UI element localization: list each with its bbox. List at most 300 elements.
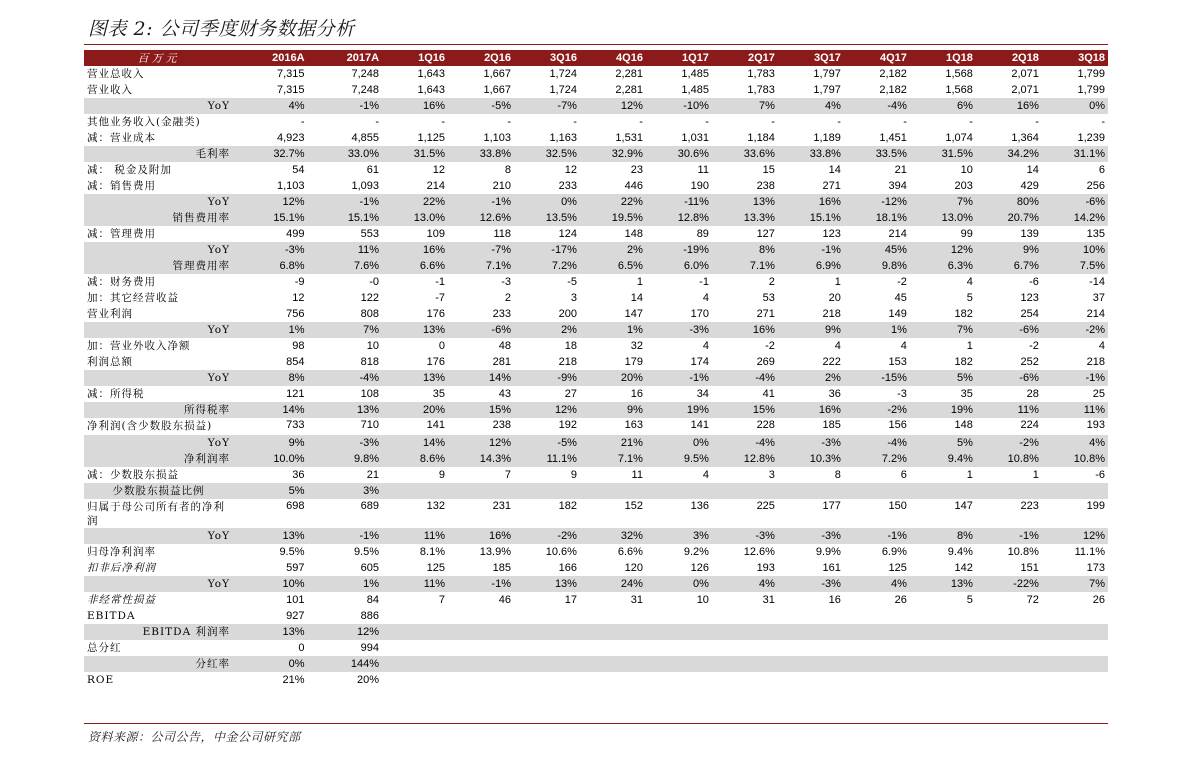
table-cell: 9	[438, 468, 445, 481]
table-cell: 15.1%	[233, 210, 308, 226]
row-label: YoY	[84, 528, 233, 544]
table-cell: -2	[1029, 339, 1039, 352]
table-cell: 1,093	[351, 179, 380, 192]
table-cell: 0	[298, 641, 305, 654]
table-cell: -22%	[976, 576, 1042, 592]
table-cell: 238	[756, 179, 775, 192]
table-cell: 446	[624, 179, 643, 192]
table-cell	[646, 483, 712, 499]
table-cell: 233	[558, 179, 577, 192]
table-cell: -4%	[308, 370, 383, 386]
row-label: 减：少数股东损益	[87, 468, 179, 481]
table-cell: 6.5%	[580, 258, 646, 274]
table-cell: 12%	[514, 402, 580, 418]
table-cell: -4%	[844, 98, 910, 114]
header-unit-label: 百万元	[84, 50, 233, 66]
table-cell: 12	[432, 163, 445, 176]
table-cell: 135	[1086, 227, 1105, 240]
table-cell: 10	[696, 593, 709, 606]
table-cell: 256	[1086, 179, 1105, 192]
table-cell: 19.5%	[580, 210, 646, 226]
table-cell: 2%	[514, 322, 580, 338]
table-cell: 11%	[976, 402, 1042, 418]
table-cell: -	[375, 115, 380, 128]
column-header: 3Q17	[778, 50, 844, 66]
table-cell: 13%	[233, 528, 308, 544]
table-cell: 8	[504, 163, 511, 176]
table-cell: 8	[834, 468, 841, 481]
table-cell: -1%	[1042, 370, 1108, 386]
table-cell	[646, 624, 712, 640]
table-cell	[910, 624, 976, 640]
table-cell: -	[441, 115, 445, 128]
table-cell: 173	[1086, 561, 1105, 574]
table-cell: 269	[756, 355, 775, 368]
table-cell: 170	[690, 307, 709, 320]
table-cell: 3%	[308, 483, 383, 499]
row-label: 利润总额	[87, 355, 133, 368]
table-cell: 1,485	[681, 83, 709, 96]
table-row	[84, 66, 1108, 82]
table-cell: -1	[435, 275, 445, 288]
row-label: EBITDA 利润率	[84, 624, 233, 640]
table-cell: 12.6%	[743, 545, 775, 558]
table-cell: -2%	[976, 435, 1042, 451]
table-cell: 1	[966, 468, 973, 481]
row-label: 净利润(含少数股东损益)	[87, 420, 213, 432]
table-cell: -2	[765, 339, 775, 352]
table-cell: 13.0%	[910, 210, 976, 226]
table-cell: 9.4%	[910, 451, 976, 467]
table-cell: 281	[492, 355, 511, 368]
table-cell: -	[771, 115, 775, 128]
table-row	[84, 624, 1108, 640]
table-cell	[580, 608, 646, 624]
table-cell: -2	[897, 275, 907, 288]
table-cell	[844, 483, 910, 499]
table-cell: 17	[564, 593, 577, 606]
table-cell: 597	[286, 561, 305, 574]
table-cell: 28	[1026, 387, 1039, 400]
table-cell: 818	[360, 355, 380, 368]
table-cell: 89	[696, 227, 709, 240]
table-cell: 1	[834, 275, 841, 288]
table-cell: 4%	[1042, 435, 1108, 451]
table-cell: 193	[756, 561, 775, 574]
table-cell: 9%	[580, 402, 646, 418]
table-cell: 1,799	[1077, 83, 1105, 96]
table-cell: 15.1%	[308, 210, 383, 226]
table-cell	[976, 624, 1042, 640]
table-cell: -1%	[778, 242, 844, 258]
table-row	[84, 483, 1108, 499]
table-cell: 394	[888, 179, 907, 192]
table-cell	[976, 672, 1042, 688]
table-cell: 9.2%	[683, 545, 709, 558]
table-cell	[1042, 624, 1108, 640]
table-cell: 13.9%	[479, 545, 511, 558]
table-cell: -	[507, 115, 511, 128]
table-cell: 13%	[308, 402, 383, 418]
table-cell: 8%	[712, 242, 778, 258]
column-header: 4Q16	[580, 50, 646, 66]
table-cell: 9.9%	[815, 545, 841, 558]
table-cell: 10.6%	[545, 545, 577, 558]
table-cell: 7.1%	[448, 258, 514, 274]
table-cell: -	[639, 115, 643, 128]
row-label: 归母净利润率	[87, 545, 156, 558]
table-cell: 9%	[976, 242, 1042, 258]
table-cell: 1,724	[549, 67, 577, 80]
table-cell: 20.7%	[976, 210, 1042, 226]
table-cell: 33.0%	[308, 146, 383, 162]
table-cell: 4	[834, 339, 841, 352]
table-cell: 22%	[382, 194, 448, 210]
table-cell: 16%	[712, 322, 778, 338]
table-cell: 12	[564, 163, 577, 176]
table-cell: 5%	[910, 370, 976, 386]
table-cell: 254	[1020, 307, 1039, 320]
table-cell: 1,667	[483, 83, 511, 96]
table-cell: -6%	[448, 322, 514, 338]
table-cell: -6%	[976, 370, 1042, 386]
row-label: YoY	[84, 98, 233, 114]
table-cell: 6.6%	[382, 258, 448, 274]
table-cell	[514, 672, 580, 688]
table-cell: 2%	[778, 370, 844, 386]
table-cell: 1	[1032, 468, 1039, 481]
row-label: YoY	[84, 194, 233, 210]
row-label: 分红率	[84, 656, 233, 672]
table-cell: 4	[1098, 339, 1105, 352]
table-row	[84, 386, 1108, 402]
table-cell	[448, 624, 514, 640]
table-cell	[580, 656, 646, 672]
table-cell: 16%	[778, 194, 844, 210]
table-cell: 228	[756, 419, 775, 431]
table-cell: 31.5%	[382, 146, 448, 162]
table-cell: 12%	[308, 624, 383, 640]
table-cell: 15	[762, 163, 775, 176]
row-label: 销售费用率	[84, 210, 233, 226]
table-cell: 203	[954, 179, 973, 192]
table-cell: -1%	[976, 528, 1042, 544]
table-cell: 10%	[1042, 242, 1108, 258]
table-cell	[448, 656, 514, 672]
table-cell: 120	[624, 561, 643, 574]
table-cell: 98	[292, 339, 305, 352]
table-cell: 1,783	[747, 67, 775, 80]
table-cell: 144%	[308, 656, 383, 672]
table-cell	[778, 656, 844, 672]
table-cell: 4%	[844, 576, 910, 592]
table-cell: 148	[624, 227, 643, 240]
table-cell	[712, 608, 778, 624]
table-cell: 2,071	[1011, 67, 1039, 80]
table-cell: 1,724	[549, 83, 577, 96]
table-row	[84, 258, 1108, 274]
table-cell: 710	[360, 419, 380, 431]
table-cell: 30.6%	[646, 146, 712, 162]
table-cell: 127	[756, 227, 775, 240]
table-cell: 7%	[910, 194, 976, 210]
table-cell: 33.8%	[448, 146, 514, 162]
table-row	[84, 528, 1108, 544]
table-cell: 14	[630, 291, 643, 304]
table-row	[84, 576, 1108, 592]
table-row	[84, 210, 1108, 226]
table-cell: 153	[888, 355, 907, 368]
table-cell: 13%	[382, 370, 448, 386]
row-label: 少数股东损益比例	[84, 483, 233, 499]
table-cell: 9	[570, 468, 577, 481]
table-cell: 9.8%	[308, 451, 383, 467]
table-cell: 31.1%	[1042, 146, 1108, 162]
table-cell: 14	[828, 163, 841, 176]
table-cell: 6.3%	[910, 258, 976, 274]
table-cell: 16%	[778, 402, 844, 418]
table-cell: 2	[504, 291, 511, 304]
table-row	[84, 82, 1108, 98]
table-cell: 156	[888, 419, 907, 431]
table-cell	[778, 672, 844, 688]
table-row	[84, 226, 1108, 242]
table-cell: 12%	[580, 98, 646, 114]
table-cell: 108	[360, 387, 380, 400]
table-cell	[778, 640, 844, 656]
table-cell: 7%	[910, 322, 976, 338]
table-cell: 605	[360, 561, 380, 574]
column-header: 1Q18	[910, 50, 976, 66]
table-cell: 32	[630, 339, 643, 352]
table-row	[84, 608, 1108, 624]
table-cell: 34	[696, 387, 709, 400]
table-cell: 34.2%	[976, 146, 1042, 162]
table-cell	[910, 640, 976, 656]
table-cell	[382, 640, 448, 656]
table-cell: 7,248	[351, 67, 380, 80]
table-cell: 123	[1020, 291, 1039, 304]
table-cell: 16%	[448, 528, 514, 544]
table-cell: 252	[1020, 355, 1039, 368]
table-cell: -19%	[646, 242, 712, 258]
table-cell: 31	[762, 593, 775, 606]
table-cell: 994	[360, 641, 380, 654]
table-cell: 13%	[382, 322, 448, 338]
table-cell: 174	[690, 355, 709, 368]
table-cell: 0	[438, 339, 445, 352]
table-cell: 218	[558, 355, 577, 368]
financial-table	[84, 50, 1108, 688]
table-cell: 7	[438, 593, 445, 606]
row-label: 减：管理费用	[87, 227, 156, 240]
table-row	[84, 162, 1108, 178]
table-cell: 218	[822, 307, 841, 320]
table-cell	[382, 624, 448, 640]
table-cell: -2%	[514, 528, 580, 544]
title-rule	[84, 44, 1108, 45]
table-cell: 26	[1092, 593, 1105, 606]
table-cell: 15%	[448, 402, 514, 418]
row-label: 总分红	[87, 641, 122, 654]
table-cell: 6.6%	[617, 545, 643, 558]
table-row	[84, 130, 1108, 146]
table-cell: -3%	[308, 435, 383, 451]
table-cell: 182	[954, 355, 973, 368]
table-cell: -	[969, 115, 973, 128]
table-cell: 22%	[580, 194, 646, 210]
table-row	[84, 672, 1108, 688]
table-cell: 21	[366, 468, 380, 481]
table-cell: 5%	[910, 435, 976, 451]
table-cell: -6%	[976, 322, 1042, 338]
row-label: 净利润率	[84, 451, 233, 467]
table-cell	[646, 656, 712, 672]
table-cell: 21%	[580, 435, 646, 451]
table-cell: 2,182	[879, 83, 907, 96]
table-cell	[778, 608, 844, 624]
table-cell: 10.8%	[1007, 545, 1039, 558]
table-cell: 4,855	[351, 131, 380, 144]
table-cell: 7.5%	[1042, 258, 1108, 274]
table-cell: 6.9%	[778, 258, 844, 274]
table-cell: 53	[762, 291, 775, 304]
table-cell: 12.8%	[712, 451, 778, 467]
table-cell: 4	[702, 291, 709, 304]
table-cell: 37	[1092, 291, 1105, 304]
table-cell: -	[300, 115, 305, 128]
table-cell: 1,451	[879, 131, 907, 144]
table-cell	[910, 656, 976, 672]
table-cell: -1%	[308, 98, 383, 114]
table-row	[84, 560, 1108, 576]
column-header: 2Q17	[712, 50, 778, 66]
table-cell: 14%	[448, 370, 514, 386]
figure-title: 图表 2: 公司季度财务数据分析	[88, 18, 355, 40]
table-cell: 14%	[233, 402, 308, 418]
table-cell	[514, 608, 580, 624]
table-cell: 31	[630, 593, 643, 606]
table-cell: 6.8%	[233, 258, 308, 274]
table-cell: 13%	[712, 194, 778, 210]
table-cell: 10.3%	[778, 451, 844, 467]
table-cell: 7,248	[351, 83, 380, 96]
table-cell: -6	[1095, 468, 1105, 481]
table-cell: 698	[286, 500, 305, 512]
table-cell	[976, 483, 1042, 499]
table-cell: 1,103	[276, 179, 305, 192]
table-cell: 147	[624, 307, 643, 320]
row-label: 减：营业成本	[87, 131, 156, 144]
table-cell: -5	[567, 275, 577, 288]
row-label: 归属于母公司所有者的净利润	[87, 501, 225, 527]
table-cell	[844, 672, 910, 688]
table-cell: 9.5%	[279, 545, 305, 558]
table-cell: 218	[1086, 355, 1105, 368]
table-cell: -1%	[844, 528, 910, 544]
table-row	[84, 338, 1108, 354]
row-label: YoY	[84, 322, 233, 338]
table-cell: -17%	[514, 242, 580, 258]
table-cell	[448, 640, 514, 656]
table-cell: 2,281	[615, 67, 643, 80]
table-cell: 99	[960, 227, 973, 240]
table-cell: 2,071	[1011, 83, 1039, 96]
table-cell: 214	[888, 227, 907, 240]
table-cell: 72	[1026, 593, 1039, 606]
table-cell: 35	[960, 387, 973, 400]
table-cell: -10%	[646, 98, 712, 114]
table-cell: -4%	[712, 370, 778, 386]
table-cell: 32.9%	[580, 146, 646, 162]
source-note: 资料来源：公司公告，中金公司研究部	[88, 730, 301, 744]
table-cell: 1,797	[813, 83, 841, 96]
table-cell: 26	[894, 593, 907, 606]
table-cell: 192	[558, 419, 577, 431]
table-cell: 121	[286, 387, 305, 400]
table-cell: 11%	[382, 576, 448, 592]
table-cell: -3%	[233, 242, 308, 258]
table-cell: 1,163	[549, 131, 577, 144]
table-cell: 18.1%	[844, 210, 910, 226]
table-row	[84, 402, 1108, 418]
table-cell	[844, 608, 910, 624]
table-cell: 7.2%	[844, 451, 910, 467]
table-cell: 33.5%	[844, 146, 910, 162]
table-cell: -14	[1089, 275, 1105, 288]
column-header: 1Q16	[382, 50, 448, 66]
table-cell: 24%	[580, 576, 646, 592]
table-cell: 14.3%	[448, 451, 514, 467]
row-label: YoY	[84, 242, 233, 258]
table-cell: -1	[699, 275, 709, 288]
table-cell: 1,485	[681, 67, 709, 80]
table-cell: -7	[435, 291, 445, 304]
table-cell: 7.2%	[514, 258, 580, 274]
table-cell: 1,568	[945, 67, 973, 80]
table-cell: 142	[954, 561, 973, 574]
table-cell: -6	[1029, 275, 1039, 288]
table-cell: 1,799	[1077, 67, 1105, 80]
table-cell: 7%	[712, 98, 778, 114]
table-cell: 1,074	[945, 131, 973, 144]
row-label: 减：所得税	[87, 387, 145, 400]
table-cell: 854	[286, 355, 305, 368]
table-cell: 5	[966, 291, 973, 304]
table-row	[84, 418, 1108, 435]
table-cell: 193	[1086, 419, 1105, 431]
table-row	[84, 640, 1108, 656]
table-cell: 182	[954, 307, 973, 320]
table-row	[84, 146, 1108, 162]
table-cell: 150	[888, 500, 907, 512]
table-cell: 1,103	[483, 131, 511, 144]
table-row	[84, 435, 1108, 451]
row-label: 其他业务收入(金融类)	[87, 115, 201, 128]
table-cell: 7.6%	[308, 258, 383, 274]
table-cell: 18	[564, 339, 577, 352]
row-label: 加：营业外收入净额	[87, 339, 191, 352]
table-cell	[514, 483, 580, 499]
table-cell: 11%	[308, 242, 383, 258]
table-cell	[646, 640, 712, 656]
table-row	[84, 370, 1108, 386]
table-cell: 166	[558, 561, 577, 574]
table-cell: 6.7%	[976, 258, 1042, 274]
table-cell	[448, 608, 514, 624]
table-cell: 126	[690, 561, 709, 574]
table-cell: 1,783	[747, 83, 775, 96]
